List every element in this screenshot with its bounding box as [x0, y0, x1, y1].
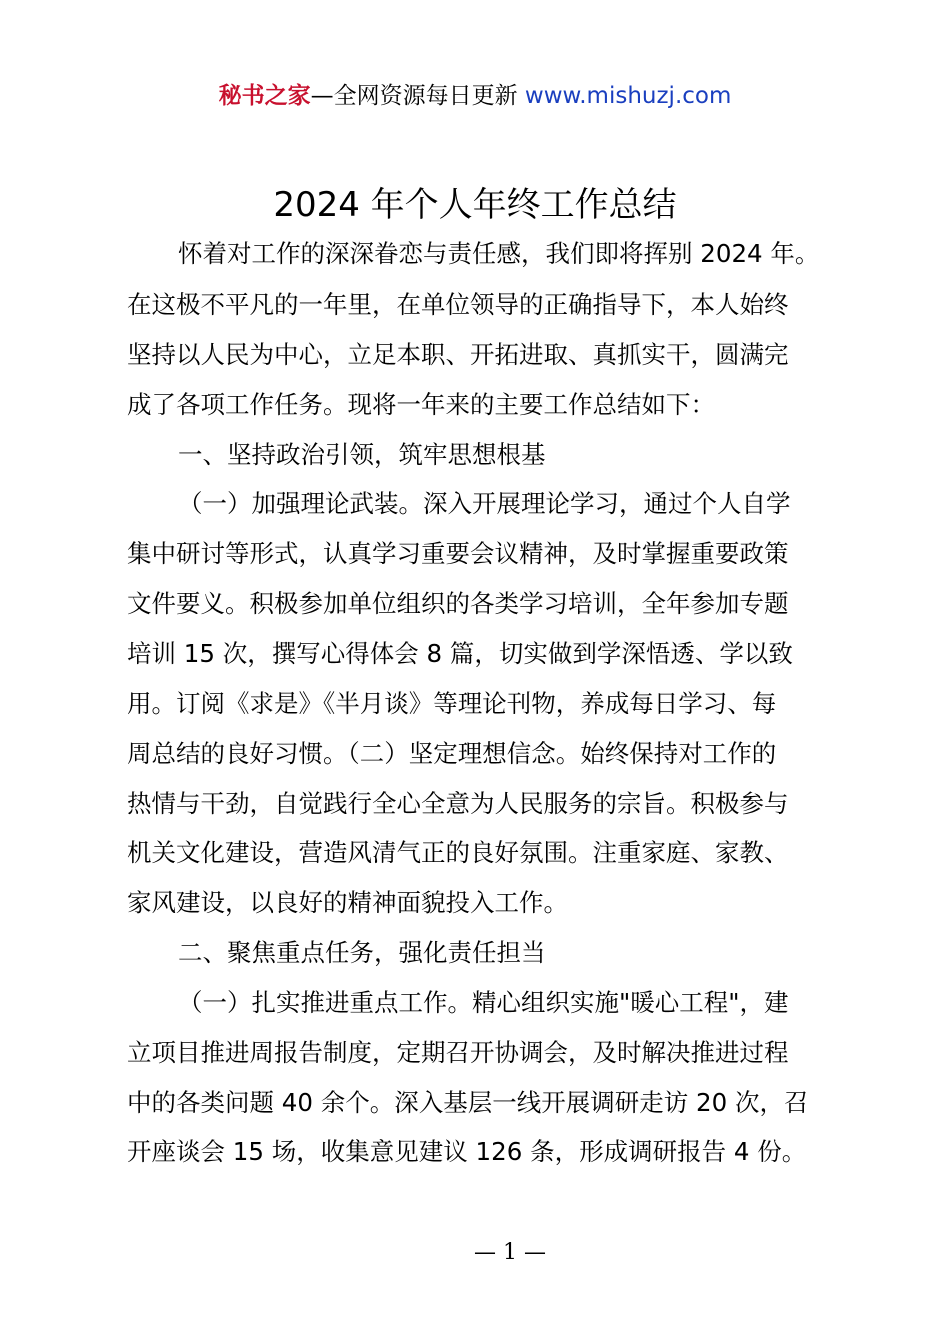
page-number: — 1 — [474, 1240, 546, 1265]
body-line: （一）扎实推进重点工作。精心组织实施"暖心工程"，建 [178, 988, 789, 1017]
site-url-link[interactable]: www.mishuzj.com [524, 83, 732, 109]
body-line: 在这极不平凡的一年里，在单位领导的正确指导下，本人始终 [127, 290, 789, 319]
body-line: 立项目推进周报告制度，定期召开协调会，及时解决推进过程 [127, 1038, 789, 1067]
body-line: 热情与干劲，自觉践行全心全意为人民服务的宗旨。积极参与 [127, 789, 789, 818]
body-line: 周总结的良好习惯。（二）坚定理想信念。始终保持对工作的 [127, 739, 777, 768]
body-line: 用。订阅《求是》《半月谈》等理论刊物，养成每日学习、每 [127, 689, 777, 718]
section-heading: 二、聚焦重点任务，强化责任担当 [178, 938, 546, 967]
body-line: 家风建设，以良好的精神面貌投入工作。 [127, 888, 568, 917]
body-line: 怀着对工作的深深眷恋与责任感，我们即将挥别 2024 年。 [178, 239, 820, 268]
body-line: 成了各项工作任务。现将一年来的主要工作总结如下： [127, 390, 715, 419]
body-line: 中的各类问题 40 余个。深入基层一线开展调研走访 20 次，召 [127, 1088, 809, 1117]
body-line: 坚持以人民为中心，立足本职、开拓进取、真抓实干，圆满完 [127, 340, 789, 369]
body-line: （一）加强理论武装。深入开展理论学习，通过个人自学 [178, 489, 791, 518]
section-heading: 一、坚持政治引领，筑牢思想根基 [178, 440, 546, 469]
site-header [0, 80, 950, 112]
brand-name: 秘书之家 [218, 83, 311, 109]
header-tagline: —全网资源每日更新 [310, 83, 518, 109]
body-line: 文件要义。积极参加单位组织的各类学习培训，全年参加专题 [127, 589, 789, 618]
body-line: 开座谈会 15 场，收集意见建议 126 条，形成调研报告 4 份。 [127, 1137, 807, 1166]
body-line: 机关文化建设，营造风清气正的良好氛围。注重家庭、家教、 [127, 838, 789, 867]
document-title: 2024 年个人年终工作总结 [273, 185, 677, 225]
body-line: 集中研讨等形式，认真学习重要会议精神，及时掌握重要政策 [127, 539, 789, 568]
body-line: 培训 15 次，撰写心得体会 8 篇，切实做到学深悟透、学以致 [127, 639, 793, 668]
